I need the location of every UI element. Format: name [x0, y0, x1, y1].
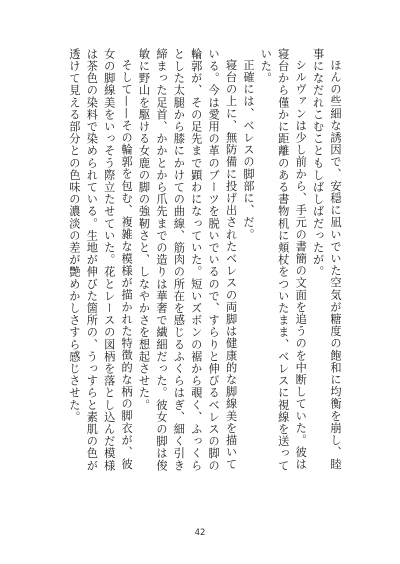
paragraph: そして——その輪郭を包む、複雑な模様が描かれた特徴的な柄の脚衣が、彼女の脚線美をいっそう際立たせていた。花とレースの図柄を落とし込んだ模様は茶色の染料で染められている。生地が伸びた箇所の、うっすらと素肌の色が透けて見える部分との色味の濃淡の差が艶めかしさすら感じさせた。	[67, 48, 134, 472]
paragraph: 正確には、ベレスの脚部に、だ。	[241, 59, 255, 241]
vertical-text-block	[44, 48, 344, 478]
paragraph: ほんの些細な誘因で、安穏に凪いでいた空気が糖度の飽和に均衡を崩し、睦事になだれこむこともしばしばだったが。	[311, 48, 342, 471]
paragraph: シルヴァンは少し前から、手元の書簡の文面を追うのを中断していた。彼は寝台から僅かに距離のある書物机に頬杖をついたまま、ベレスに視線を送っていた。	[259, 48, 308, 472]
page-number: 42	[194, 528, 206, 538]
paragraph: 寝台の上に、無防備に投げ出されたベレスの両脚は健康的な脚線美を描いている。今は愛用の革のブーツを脱いでいるので、すらりと伸びるベレスの脚の輪郭が、その足先まで顕わになっていた。短いズボンの裾から覗く、ふっくらとした太腿から膝にかけての曲線、筋肉の所在を感じるふくらはぎ、細く引き締まった足首、かかとから爪先までの造りは華奢で繊細だった。彼女の脚は俊敏に野山を駆ける女鹿の脚の強靭さと、しなやかさを想起させた。	[137, 48, 238, 472]
